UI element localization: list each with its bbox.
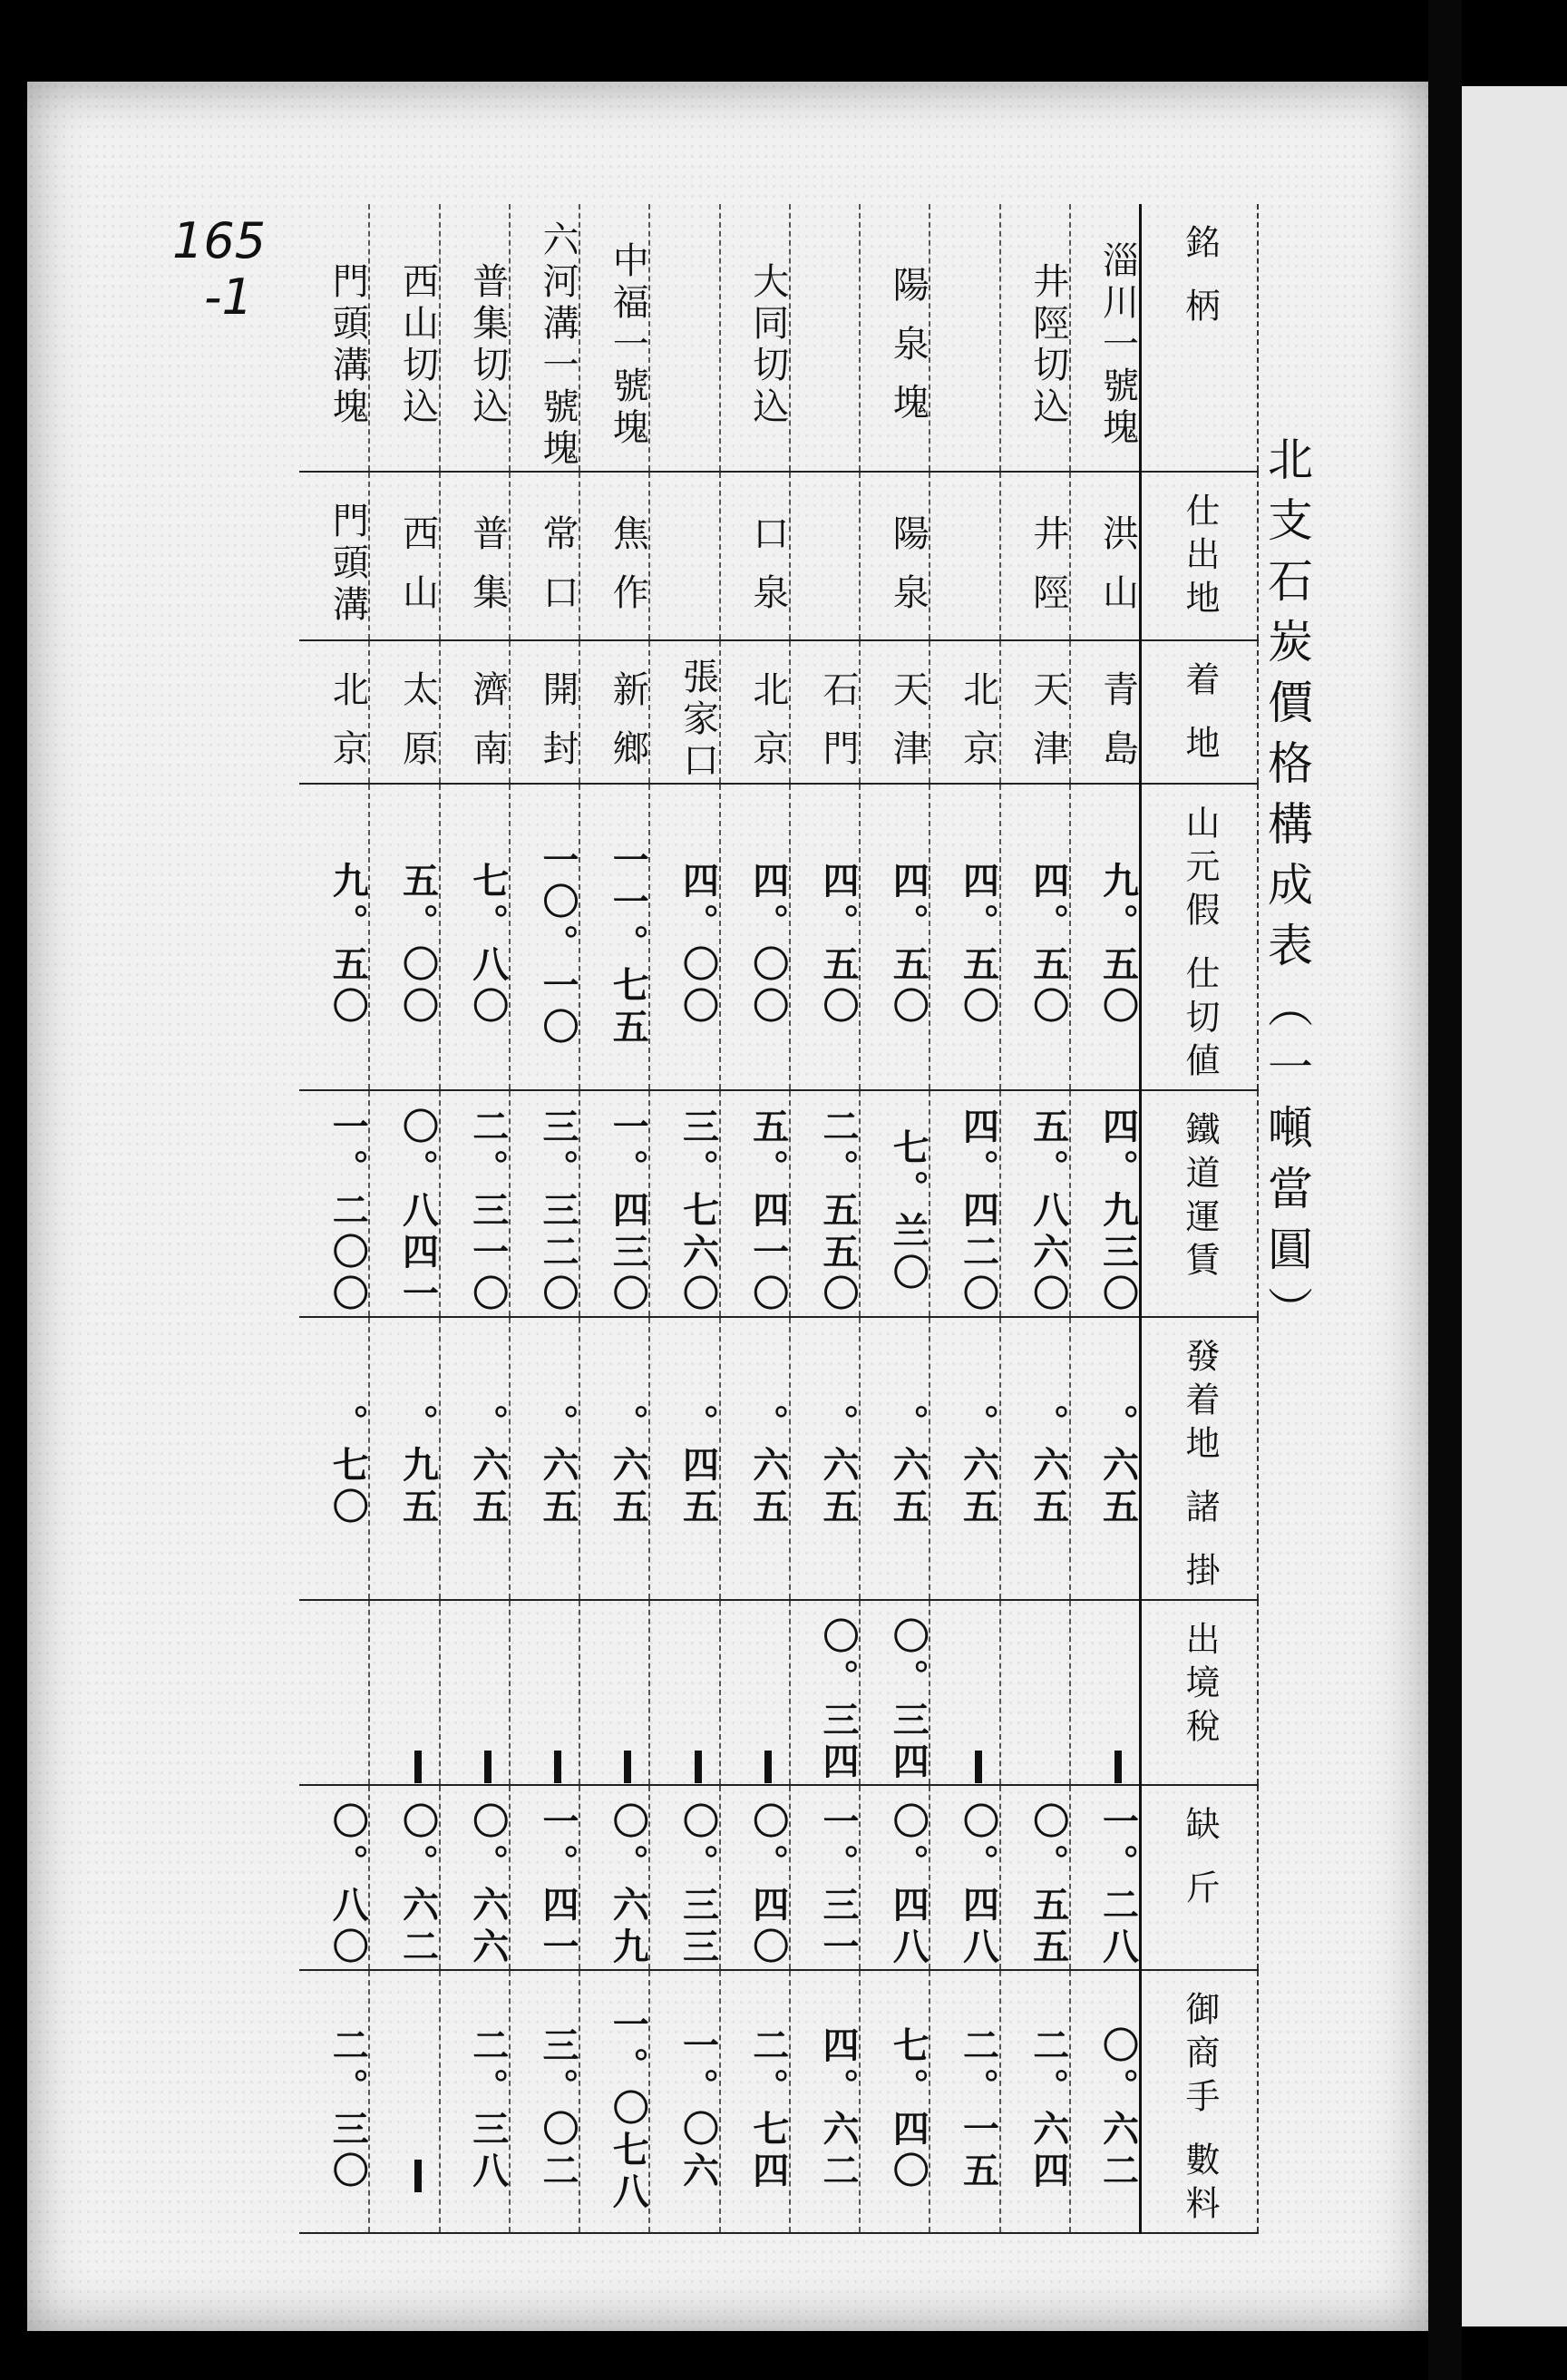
table-cell: 一。二八 (1070, 1785, 1140, 1970)
table-cell: 四。五〇 (929, 784, 999, 1090)
table-row-commission (299, 1970, 1258, 2233)
row-header-weight (1140, 1785, 1258, 1970)
row-header-label: 鐵道運賃 (1180, 1111, 1221, 1286)
table-cell: 〇。五五 (1000, 1785, 1070, 1970)
table-cell: 西 山 (369, 472, 439, 640)
table-cell (1000, 1600, 1070, 1785)
table-cell: 一。〇六 (649, 1970, 719, 2233)
nil-dash (1114, 1751, 1122, 1783)
nil-dash (975, 1751, 982, 1783)
row-header-label: 着 地 (1180, 661, 1221, 769)
table-cell: 陽 泉 (860, 472, 929, 640)
folio-line-2: -1 (204, 268, 253, 326)
row-header-label: 出境稅 (1180, 1621, 1221, 1752)
table-cell: 〇。六二 (369, 1785, 439, 1970)
table-cell: 九。五〇 (299, 784, 369, 1090)
table-cell: 井 陘 (1000, 472, 1070, 640)
table-cell: 中福一號塊 (579, 204, 649, 472)
table-cell: 。六五 (720, 1317, 790, 1600)
row-header-area (1140, 204, 1258, 472)
table-row-fee (299, 1317, 1258, 1600)
table-cell: 〇。八四一 (369, 1090, 439, 1317)
nil-dash (484, 1751, 492, 1783)
table-cell: 〇。六九 (579, 1785, 649, 1970)
nil-dash (554, 1751, 561, 1783)
table-cell: 二。三八 (440, 1970, 510, 2233)
table-cell: 一一。七五 (579, 784, 649, 1090)
table-cell: 一。三一 (790, 1785, 860, 1970)
table-cell (929, 204, 999, 472)
table-cell: 西山切込 (369, 204, 439, 472)
table-cell: 二。七四 (720, 1970, 790, 2233)
row-header-price (1140, 784, 1258, 1090)
table-cell: 九。五〇 (1070, 784, 1140, 1090)
table-cell: 四。六二 (790, 1970, 860, 2233)
table-cell (510, 1600, 579, 1785)
table-cell: 北 京 (929, 640, 999, 784)
table-cell: 三。三二〇 (510, 1090, 579, 1317)
table-cell (720, 1600, 790, 1785)
table-cell: 大同切込 (720, 204, 790, 472)
table-cell: 二。一五 (929, 1970, 999, 2233)
table-cell: 〇。八〇 (299, 1785, 369, 1970)
table-cell: 〇。三四 (790, 1600, 860, 1785)
table-cell: 普集切込 (440, 204, 510, 472)
table-cell: 二。五五〇 (790, 1090, 860, 1317)
row-header-label: 山元假 仕切値 (1180, 805, 1221, 1087)
table-cell: 太 原 (369, 640, 439, 784)
table-cell (649, 1600, 719, 1785)
row-header-freight (1140, 1090, 1258, 1317)
table-cell: 。六五 (860, 1317, 929, 1600)
table-cell: 北 京 (299, 640, 369, 784)
row-header-tax (1140, 1600, 1258, 1785)
table-cell: 。六五 (929, 1317, 999, 1600)
table-cell: 〇。六二 (1070, 1970, 1140, 2233)
table-row-weight (299, 1785, 1258, 1970)
row-header-dest (1140, 640, 1258, 784)
table-cell: 焦 作 (579, 472, 649, 640)
table-cell: 一。二〇〇 (299, 1090, 369, 1317)
table-cell: 陽 泉 塊 (860, 204, 929, 472)
table-cell: 。六五 (510, 1317, 579, 1600)
table-cell: 門頭溝塊 (299, 204, 369, 472)
table-cell: 三。〇二 (510, 1970, 579, 2233)
table-cell: 。六五 (790, 1317, 860, 1600)
nil-dash (414, 1751, 422, 1783)
row-header-source (1140, 472, 1258, 640)
table-cell: 二。六四 (1000, 1970, 1070, 2233)
table-cell: 五。四一〇 (720, 1090, 790, 1317)
table-cell: 一。〇七八 (579, 1970, 649, 2233)
table-cell: 二。三〇 (299, 1970, 369, 2233)
table-cell: 〇。三三 (649, 1785, 719, 1970)
table-cell: 四。五〇 (860, 784, 929, 1090)
table-cell: 。七〇 (299, 1317, 369, 1600)
table-cell: 。九五 (369, 1317, 439, 1600)
table-cell (649, 204, 719, 472)
table-cell: 七。兰〇 (860, 1090, 929, 1317)
table-cell: 淄川一號塊 (1070, 204, 1140, 472)
nil-dash (624, 1751, 631, 1783)
book-gutter (1428, 0, 1462, 2380)
price-table (299, 204, 1259, 2234)
table-cell (299, 1600, 369, 1785)
table-cell: 二。三一〇 (440, 1090, 510, 1317)
table-row-tax (299, 1600, 1258, 1785)
row-header-fee (1140, 1317, 1258, 1600)
table-row-area (299, 204, 1258, 472)
table-cell: 口 泉 (720, 472, 790, 640)
table-row-price (299, 784, 1258, 1090)
table-cell (790, 204, 860, 472)
table-cell (440, 1600, 510, 1785)
table-cell: 石 門 (790, 640, 860, 784)
table-cell: 四。五〇 (790, 784, 860, 1090)
table-cell: 七。八〇 (440, 784, 510, 1090)
table-cell (790, 472, 860, 640)
table-cell: 一。四一 (510, 1785, 579, 1970)
table-cell: 張家口 (649, 640, 719, 784)
table-row-source (299, 472, 1258, 640)
table-cell (1070, 1600, 1140, 1785)
table-cell (649, 472, 719, 640)
table-cell: 〇。四〇 (720, 1785, 790, 1970)
table-cell: 常 口 (510, 472, 579, 640)
table-cell: 五。八六〇 (1000, 1090, 1070, 1317)
table-cell: 一〇。一〇 (510, 784, 579, 1090)
table-cell: 〇。四八 (860, 1785, 929, 1970)
table-cell: 四。九三〇 (1070, 1090, 1140, 1317)
table-cell: 四。四二〇 (929, 1090, 999, 1317)
table-cell: 〇。四八 (929, 1785, 999, 1970)
table-cell: 井陘切込 (1000, 204, 1070, 472)
row-header-label: 發着地 諸 掛 (1180, 1338, 1221, 1596)
table-cell (929, 472, 999, 640)
table-cell: 四。五〇 (1000, 784, 1070, 1090)
row-header-commission (1140, 1970, 1258, 2233)
table-cell: 開 封 (510, 640, 579, 784)
table-cell: 。六五 (440, 1317, 510, 1600)
table-cell: 一。四三〇 (579, 1090, 649, 1317)
table-cell: 三。七六〇 (649, 1090, 719, 1317)
nil-dash (414, 2160, 422, 2192)
table-cell (579, 1600, 649, 1785)
table-cell: 洪 山 (1070, 472, 1140, 640)
table-cell: 七。四〇 (860, 1970, 929, 2233)
nil-dash (695, 1751, 702, 1783)
table-cell: 青 島 (1070, 640, 1140, 784)
row-header-label: 御商手 數料 (1180, 1991, 1221, 2229)
table-row-freight (299, 1090, 1258, 1317)
row-header-label: 銘 柄 (1180, 224, 1221, 332)
page-title: 北支石炭價格構成表（一噸當圓） (1260, 435, 1313, 1347)
table-cell: 。四五 (649, 1317, 719, 1600)
table-cell (369, 1970, 439, 2233)
coal-price-table (299, 204, 1259, 2229)
table-cell (929, 1600, 999, 1785)
table-cell: 門頭溝 (299, 472, 369, 640)
table-cell: 天 津 (1000, 640, 1070, 784)
table-cell: 天 津 (860, 640, 929, 784)
nil-dash (764, 1751, 772, 1783)
table-cell: 〇。六六 (440, 1785, 510, 1970)
table-row-dest (299, 640, 1258, 784)
table-cell: 普 集 (440, 472, 510, 640)
table-cell: 北 京 (720, 640, 790, 784)
table-cell: 。六五 (1000, 1317, 1070, 1600)
table-cell: 四。〇〇 (720, 784, 790, 1090)
table-cell: 六河溝一號塊 (510, 204, 579, 472)
table-cell: 新 鄉 (579, 640, 649, 784)
table-cell: 。六五 (1070, 1317, 1140, 1600)
adjacent-page-edge (1462, 86, 1567, 2326)
table-cell: 四。〇〇 (649, 784, 719, 1090)
table-cell: 。六五 (579, 1317, 649, 1600)
row-header-label: 仕出地 (1180, 493, 1221, 623)
table-cell (369, 1600, 439, 1785)
handwritten-folio-number (172, 213, 266, 326)
row-header-label: 缺 斤 (1180, 1806, 1221, 1914)
table-cell: 濟 南 (440, 640, 510, 784)
table-cell: 〇。三四 (860, 1600, 929, 1785)
table-cell: 五。〇〇 (369, 784, 439, 1090)
folio-line-1: 165 (172, 212, 267, 269)
